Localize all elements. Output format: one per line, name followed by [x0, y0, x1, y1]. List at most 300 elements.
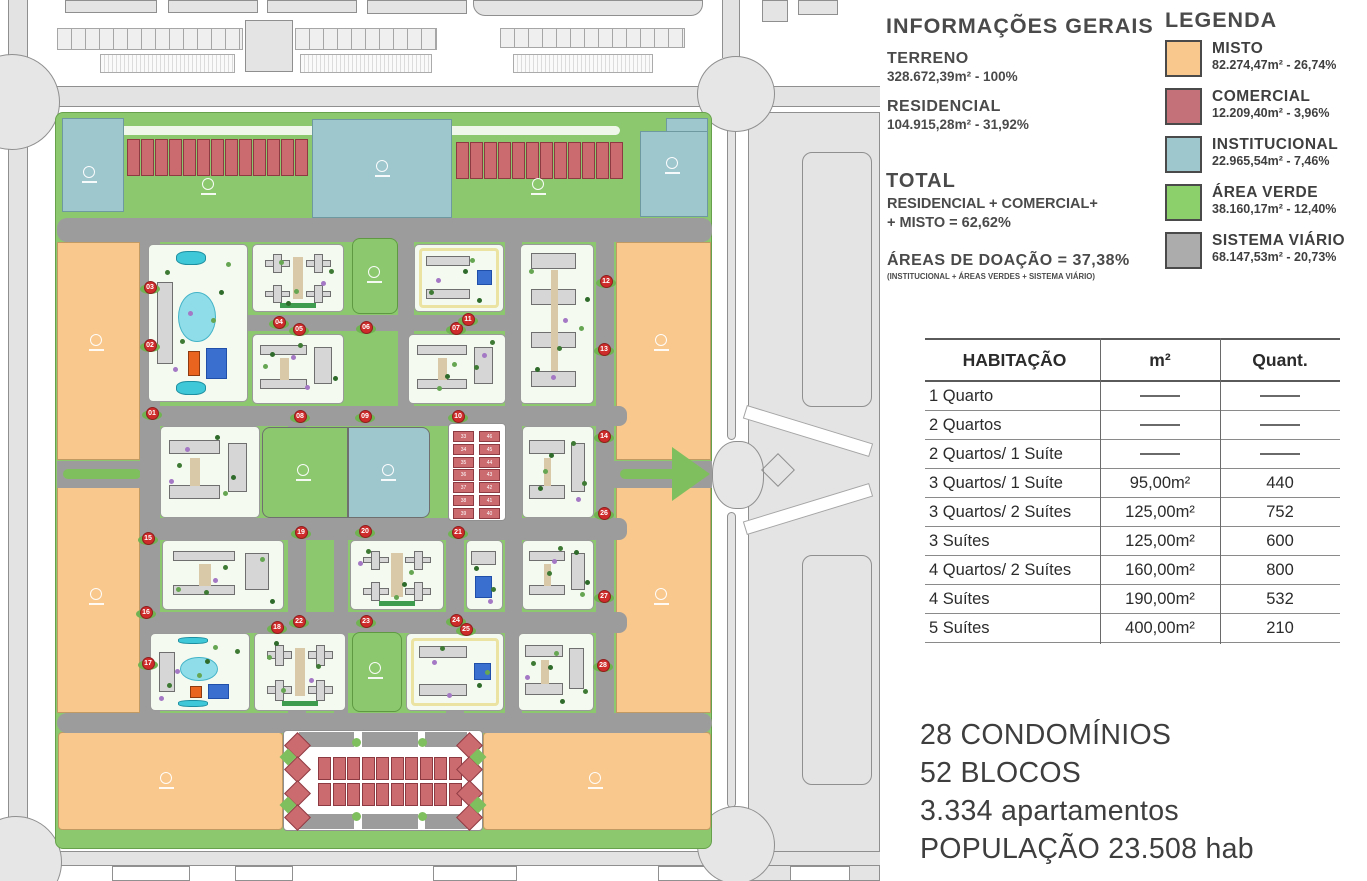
commercial-unit: [347, 783, 360, 806]
commercial-unit: [267, 139, 280, 176]
tree-icon: [235, 649, 240, 654]
header-cell: m²: [1149, 349, 1171, 370]
tree-icon: [188, 311, 193, 316]
east-inner-block: [802, 555, 872, 785]
table-row: [925, 440, 1340, 469]
context-block: [65, 0, 157, 13]
terreno-label: TERRENO: [887, 50, 969, 67]
condo-marker-23: 23: [360, 615, 373, 628]
tree-icon: [580, 592, 585, 597]
total-line-2: + MISTO = 62,62%: [887, 215, 1011, 231]
commercial-unit: [420, 757, 433, 780]
commercial-unit: [420, 783, 433, 806]
tree-icon: [173, 367, 178, 372]
condo-cluster-bldg: [252, 334, 344, 404]
legend-swatch: [1165, 136, 1202, 173]
teal: [178, 700, 207, 707]
tree-icon: [204, 590, 209, 595]
tree-icon: [274, 641, 279, 646]
misto-block-e1: [616, 242, 711, 460]
condo-marker-04: 04: [273, 316, 286, 329]
table-cell: 1 Quarto: [929, 386, 994, 405]
condo-marker-25: 25: [460, 623, 473, 636]
orangebox: [190, 686, 202, 698]
condo-cluster-bldg: [522, 540, 594, 610]
condo-cluster-bldg: [518, 633, 594, 711]
tree-icon: [437, 386, 442, 391]
commercial-unit: [470, 142, 483, 179]
tree-icon: [177, 463, 182, 468]
header-cell: Quant.: [1252, 349, 1308, 370]
table-cell: 3 Quartos/ 2 Suítes: [929, 502, 1072, 521]
condo-marker-18: 18: [271, 621, 284, 634]
condo-cluster-pool: [148, 244, 248, 402]
commercial-unit: [405, 757, 418, 780]
condo-marker-20: 20: [359, 525, 372, 538]
commercial-unit: [362, 757, 375, 780]
tree-icon: [579, 326, 584, 331]
commercial-unit: [281, 139, 294, 176]
summary-line: POPULAÇÃO 23.508 hab: [920, 833, 1254, 865]
bld: [228, 443, 248, 492]
court: [206, 348, 228, 379]
bld: [169, 440, 220, 454]
table-cell: [1100, 416, 1220, 435]
summary-block: [920, 716, 1254, 868]
block-id-icon: [83, 166, 95, 178]
parking-strip: [500, 28, 685, 48]
tree-icon: [176, 587, 181, 592]
bld: [426, 256, 470, 267]
tree-icon: [551, 375, 556, 380]
misto-block-w1: [57, 242, 140, 460]
teal: [178, 637, 207, 644]
commercial-unit: 38: [453, 495, 474, 506]
tree-icon: [316, 664, 321, 669]
table-row: [925, 614, 1340, 643]
donation-subline: (INSTITUCIONAL + ÁREAS VERDES + SISTEMA VIÁRIO): [887, 272, 1095, 281]
bld: [314, 254, 323, 272]
dash-placeholder: [1260, 453, 1300, 455]
bld: [571, 553, 585, 590]
context-block: [168, 0, 258, 13]
tree-icon: [490, 340, 495, 345]
tree-icon: [294, 289, 299, 294]
table-cell: [1100, 445, 1220, 464]
table-cell: 2 Quartos: [929, 415, 1002, 434]
tree-icon: [574, 550, 579, 555]
legend-item-name: COMERCIAL: [1212, 88, 1311, 105]
bld: [529, 551, 565, 562]
road-h-mid3: [147, 612, 627, 633]
condo-marker-01: 01: [146, 407, 159, 420]
condo-marker-22: 22: [293, 615, 306, 628]
tree-icon: [548, 665, 553, 670]
tree-icon: [175, 669, 180, 674]
commercial-unit: [512, 142, 525, 179]
commercial-unit: [318, 757, 331, 780]
bld: [273, 285, 282, 303]
context-block: [798, 0, 838, 15]
legend-item-name: INSTITUCIONAL: [1212, 136, 1339, 153]
road-v6: [596, 218, 614, 733]
court: [475, 576, 493, 598]
tree-icon: [223, 491, 228, 496]
legend-swatch: [1165, 184, 1202, 221]
road-h-mid1: [147, 406, 627, 426]
block-id-icon: [589, 772, 601, 784]
context-block: [367, 0, 467, 14]
condo-marker-07: 07: [450, 322, 463, 335]
bld: [569, 648, 584, 689]
total-line-1: RESIDENCIAL + COMERCIAL+: [887, 196, 1098, 212]
commercial-unit: [484, 142, 497, 179]
table-row: [925, 469, 1340, 498]
bld: [169, 485, 220, 499]
condo-cluster-garden: [406, 633, 504, 711]
table-divider: [1220, 338, 1221, 644]
institutional-block-ne: [666, 118, 708, 132]
orangebox: [188, 351, 200, 376]
bld: [525, 683, 563, 695]
path: [295, 648, 306, 697]
table-cell: 5 Suítes: [929, 618, 990, 637]
commercial-unit: [376, 757, 389, 780]
condo-marker-08: 08: [294, 410, 307, 423]
tree-icon: [180, 339, 185, 344]
commercial-unit: 45: [479, 444, 500, 455]
court: [477, 270, 493, 285]
tree-icon: [525, 675, 530, 680]
misto-block-w2: [57, 487, 140, 713]
condo-cluster-bldg: [522, 426, 594, 518]
legend-item-value: 12.209,40m² - 3,96%: [1212, 106, 1330, 120]
institutional-block-nw: [62, 118, 124, 212]
bld: [173, 551, 235, 562]
bld: [419, 684, 467, 696]
block-id-icon: [369, 662, 381, 674]
roundabout-nw: [0, 54, 60, 150]
commercial-unit: 36: [453, 469, 474, 480]
bld: [316, 645, 325, 666]
commercial-unit: 41: [479, 495, 500, 506]
tree-icon: [535, 367, 540, 372]
tree-icon: [305, 385, 310, 390]
legend-item-name: ÁREA VERDE: [1212, 184, 1319, 201]
housing-table: [925, 338, 1340, 643]
tree-icon: [576, 497, 581, 502]
tree-icon: [270, 599, 275, 604]
legend-item-value: 22.965,54m² - 7,46%: [1212, 154, 1330, 168]
block-id-icon: [368, 266, 380, 278]
legend-item-comercial: [1165, 88, 1365, 136]
parking-strip: [295, 28, 437, 50]
bld: [417, 345, 467, 356]
table-cell: 125,00m²: [1125, 531, 1195, 550]
commercial-unit: [498, 142, 511, 179]
condo-marker-11: 11: [462, 313, 475, 326]
tree-icon: [329, 269, 334, 274]
tree-icon: [482, 353, 487, 358]
condo-marker-06: 06: [360, 321, 373, 334]
condo-marker-12: 12: [600, 275, 613, 288]
path: [541, 660, 548, 684]
tree-icon: [429, 290, 434, 295]
legend-item-sistema-vi-rio: [1165, 232, 1365, 280]
total-title: TOTAL: [886, 170, 956, 192]
condo-cluster-tall: [520, 244, 594, 404]
path: [391, 553, 402, 597]
bld: [157, 282, 173, 363]
tree-icon: [552, 559, 557, 564]
tree-icon: [440, 646, 445, 651]
table-cell: 600: [1266, 531, 1294, 550]
legend-item-value: 82.274,47m² - 26,74%: [1212, 58, 1337, 72]
table-cell: [1100, 387, 1220, 406]
tree-icon: [226, 262, 231, 267]
tree-icon: [485, 670, 490, 675]
condo-cluster-garden: [414, 244, 504, 312]
commercial-unit: [456, 142, 469, 179]
residencial-value: 104.915,28m² - 31,92%: [887, 117, 1029, 132]
legend-swatch: [1165, 88, 1202, 125]
tree-icon: [557, 346, 562, 351]
tree-icon: [219, 290, 224, 295]
context-block: [267, 0, 357, 13]
legend-title: LEGENDA: [1165, 8, 1278, 32]
table-row: [925, 527, 1340, 556]
commercial-unit: [197, 139, 210, 176]
context-entry-block: [245, 20, 293, 72]
commercial-unit: [318, 783, 331, 806]
context-lot: [790, 866, 850, 881]
table-cell: 3 Suítes: [929, 531, 990, 550]
tree-icon: [205, 659, 210, 664]
plaza-paving: [362, 732, 418, 747]
tree-icon: [585, 297, 590, 302]
summary-line: 52 BLOCOS: [920, 757, 1082, 789]
tree-icon: [452, 362, 457, 367]
tree-icon: [197, 673, 202, 678]
east-inner-block: [802, 152, 872, 407]
table-cell: 2 Quartos/ 1 Suíte: [929, 444, 1063, 463]
commercial-unit: 37: [453, 482, 474, 493]
commercial-unit: [596, 142, 609, 179]
bld: [260, 379, 307, 390]
tree-icon: [474, 566, 479, 571]
table-divider: [1100, 338, 1101, 644]
commercial-unit: 40: [479, 508, 500, 519]
condo-cluster-bldg: [408, 334, 506, 404]
commercial-unit: [155, 139, 168, 176]
block-id-icon: [202, 178, 214, 190]
table-cell: 190,00m²: [1125, 589, 1195, 608]
plaza-green: [418, 738, 427, 747]
tree-icon: [321, 281, 326, 286]
commercial-unit: 44: [479, 457, 500, 468]
table-row: [925, 382, 1340, 411]
commercial-unit: [405, 783, 418, 806]
bld: [471, 551, 496, 566]
condo-marker-03: 03: [144, 281, 157, 294]
plaza-paving: [362, 814, 418, 829]
terreno-value: 328.672,39m² - 100%: [887, 69, 1018, 84]
table-cell: [1220, 387, 1340, 406]
median-strip: [727, 512, 736, 808]
condo-marker-28: 28: [597, 659, 610, 672]
commercial-unit: [183, 139, 196, 176]
institutional-block-ne: [640, 131, 708, 217]
tree-icon: [538, 486, 543, 491]
commercial-unit: [362, 783, 375, 806]
tree-icon: [260, 557, 265, 562]
block-id-icon: [90, 588, 102, 600]
bld: [314, 285, 323, 303]
condo-cluster-clover: [252, 244, 344, 312]
table-cell: 160,00m²: [1125, 560, 1195, 579]
context-lot: [235, 866, 293, 881]
tree-icon: [585, 580, 590, 585]
summary-line: 3.334 apartamentos: [920, 795, 1179, 827]
plaza-green: [352, 812, 361, 821]
commercial-unit: [239, 139, 252, 176]
block-id-icon: [382, 464, 394, 476]
boulevard-median: [63, 469, 141, 479]
context-block: [473, 0, 703, 16]
tree-icon: [582, 481, 587, 486]
condo-marker-10: 10: [452, 410, 465, 423]
tree-icon: [185, 447, 190, 452]
commercial-unit: [376, 783, 389, 806]
path: [190, 458, 200, 487]
bld: [314, 347, 332, 384]
misto-block-e2: [616, 487, 711, 713]
condo-cluster-clover: [350, 540, 444, 610]
table-cell: 532: [1266, 589, 1294, 608]
commercial-unit: [526, 142, 539, 179]
legend-item-institucional: [1165, 136, 1365, 184]
legend-item-name: SISTEMA VIÁRIO: [1212, 232, 1346, 249]
tree-icon: [445, 374, 450, 379]
tree-icon: [291, 355, 296, 360]
path: [280, 358, 289, 380]
dash-placeholder: [1140, 453, 1180, 455]
block-id-icon: [90, 334, 102, 346]
road-h-mid2: [147, 518, 627, 540]
table-cell: 210: [1266, 618, 1294, 637]
roundabout-east: [712, 441, 764, 509]
dash-placeholder: [1140, 424, 1180, 426]
lagoon: [178, 292, 215, 342]
legend-item-value: 38.160,17m² - 12,40%: [1212, 202, 1337, 216]
condo-marker-13: 13: [598, 343, 611, 356]
tree-icon: [270, 352, 275, 357]
tree-icon: [309, 678, 314, 683]
legend-item-value: 68.147,53m² - 20,73%: [1212, 250, 1337, 264]
gstrip: [379, 601, 416, 606]
table-cell: [1220, 445, 1340, 464]
path: [199, 564, 211, 586]
table-cell: 95,00m²: [1129, 473, 1191, 492]
bld: [275, 645, 284, 666]
donation-line: ÁREAS DE DOAÇÃO = 37,38%: [887, 252, 1130, 269]
commercial-unit: [333, 757, 346, 780]
bld: [414, 551, 423, 570]
teal: [176, 251, 205, 265]
table-cell: 3 Quartos/ 1 Suíte: [929, 473, 1063, 492]
commercial-unit: 39: [453, 508, 474, 519]
bld: [531, 253, 576, 269]
bld: [371, 551, 380, 570]
condo-marker-05: 05: [293, 323, 306, 336]
tree-icon: [394, 595, 399, 600]
commercial-unit: [434, 757, 447, 780]
commercial-unit: [225, 139, 238, 176]
summary-line: 28 CONDOMÍNIOS: [920, 719, 1172, 751]
table-cell: 4 Quartos/ 2 Suítes: [929, 560, 1072, 579]
block-id-icon: [655, 334, 667, 346]
block-id-icon: [532, 178, 544, 190]
tree-icon: [366, 549, 371, 554]
commercial-unit: [141, 139, 154, 176]
dash-placeholder: [1140, 395, 1180, 397]
condo-marker-17: 17: [142, 657, 155, 670]
bld: [371, 582, 380, 601]
tree-icon: [358, 561, 363, 566]
commercial-unit: [347, 757, 360, 780]
path: [551, 270, 557, 371]
condo-marker-02: 02: [144, 339, 157, 352]
tree-icon: [547, 571, 552, 576]
dash-placeholder: [1260, 395, 1300, 397]
commercial-unit: [540, 142, 553, 179]
table-cell: 4 Suítes: [929, 589, 990, 608]
table-row: [925, 585, 1340, 614]
condo-marker-21: 21: [452, 526, 465, 539]
condo-marker-19: 19: [295, 526, 308, 539]
commercial-unit: [253, 139, 266, 176]
tree-icon: [213, 578, 218, 583]
header-cell: HABITAÇÃO: [962, 349, 1067, 370]
condo-marker-14: 14: [598, 430, 611, 443]
table-cell: 125,00m²: [1125, 502, 1195, 521]
commercial-unit: [391, 757, 404, 780]
tree-icon: [488, 599, 493, 604]
commercial-unit: [391, 783, 404, 806]
bld: [529, 585, 565, 596]
condo-marker-15: 15: [142, 532, 155, 545]
block-id-icon: [297, 464, 309, 476]
tree-icon: [213, 645, 218, 650]
roundabout-sw: [0, 816, 62, 881]
table-cell: 800: [1266, 560, 1294, 579]
context-lot: [433, 866, 517, 881]
tree-icon: [583, 689, 588, 694]
commercial-unit: [582, 142, 595, 179]
context-lot: [112, 866, 190, 881]
tree-icon: [432, 660, 437, 665]
condo-marker-16: 16: [140, 606, 153, 619]
commercial-unit: [169, 139, 182, 176]
commercial-unit: 46: [479, 431, 500, 442]
table-cell: [1220, 416, 1340, 435]
table-cell: 752: [1266, 502, 1294, 521]
table-cell: 400,00m²: [1125, 618, 1195, 637]
parking-row: [513, 54, 653, 73]
context-block: [762, 0, 788, 22]
legend-item--rea-verde: [1165, 184, 1365, 232]
condo-cluster-pool: [150, 633, 250, 711]
